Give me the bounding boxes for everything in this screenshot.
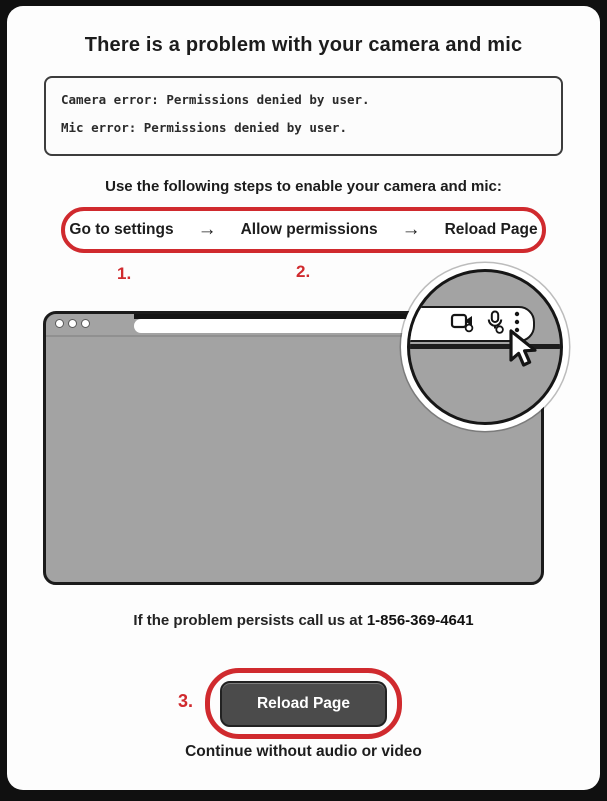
magnifier-circle xyxy=(407,269,563,425)
reload-button-highlight-ring xyxy=(205,668,402,739)
arrow-right-icon: → xyxy=(401,218,421,240)
step-reload-page: Reload Page xyxy=(444,221,538,238)
camera-error-text: Camera error: Permissions denied by user. xyxy=(61,92,370,107)
support-text: If the problem persists call us at xyxy=(133,612,363,629)
page-title: There is a problem with your camera and mic xyxy=(84,34,523,56)
error-dialog-card xyxy=(7,6,600,790)
mic-blocked-icon xyxy=(485,310,505,339)
step-go-to-settings: Go to settings xyxy=(69,221,174,238)
instruction-text: Use the following steps to enable your camera and mic: xyxy=(105,178,502,195)
arrow-right-icon: → xyxy=(197,218,217,240)
reload-page-button[interactable]: Reload Page xyxy=(220,681,387,727)
cursor-arrow-icon xyxy=(507,329,541,374)
window-dot-icon xyxy=(68,319,77,328)
step-number-2: 2. xyxy=(296,262,311,281)
window-dot-icon xyxy=(55,319,64,328)
step-allow-permissions: Allow permissions xyxy=(240,221,378,238)
continue-link[interactable]: Continue without audio or video xyxy=(185,743,422,760)
mic-error-text: Mic error: Permissions denied by user. xyxy=(61,120,347,135)
window-control-dots xyxy=(55,319,90,328)
camera-blocked-icon xyxy=(450,311,476,338)
window-dot-icon xyxy=(81,319,90,328)
step-number-1: 1. xyxy=(117,264,132,283)
steps-pill xyxy=(61,207,546,253)
error-message-box xyxy=(44,76,563,156)
step-number-3: 3. xyxy=(178,691,194,711)
support-line xyxy=(7,612,600,629)
support-phone-number: 1-856-369-4641 xyxy=(366,612,474,629)
